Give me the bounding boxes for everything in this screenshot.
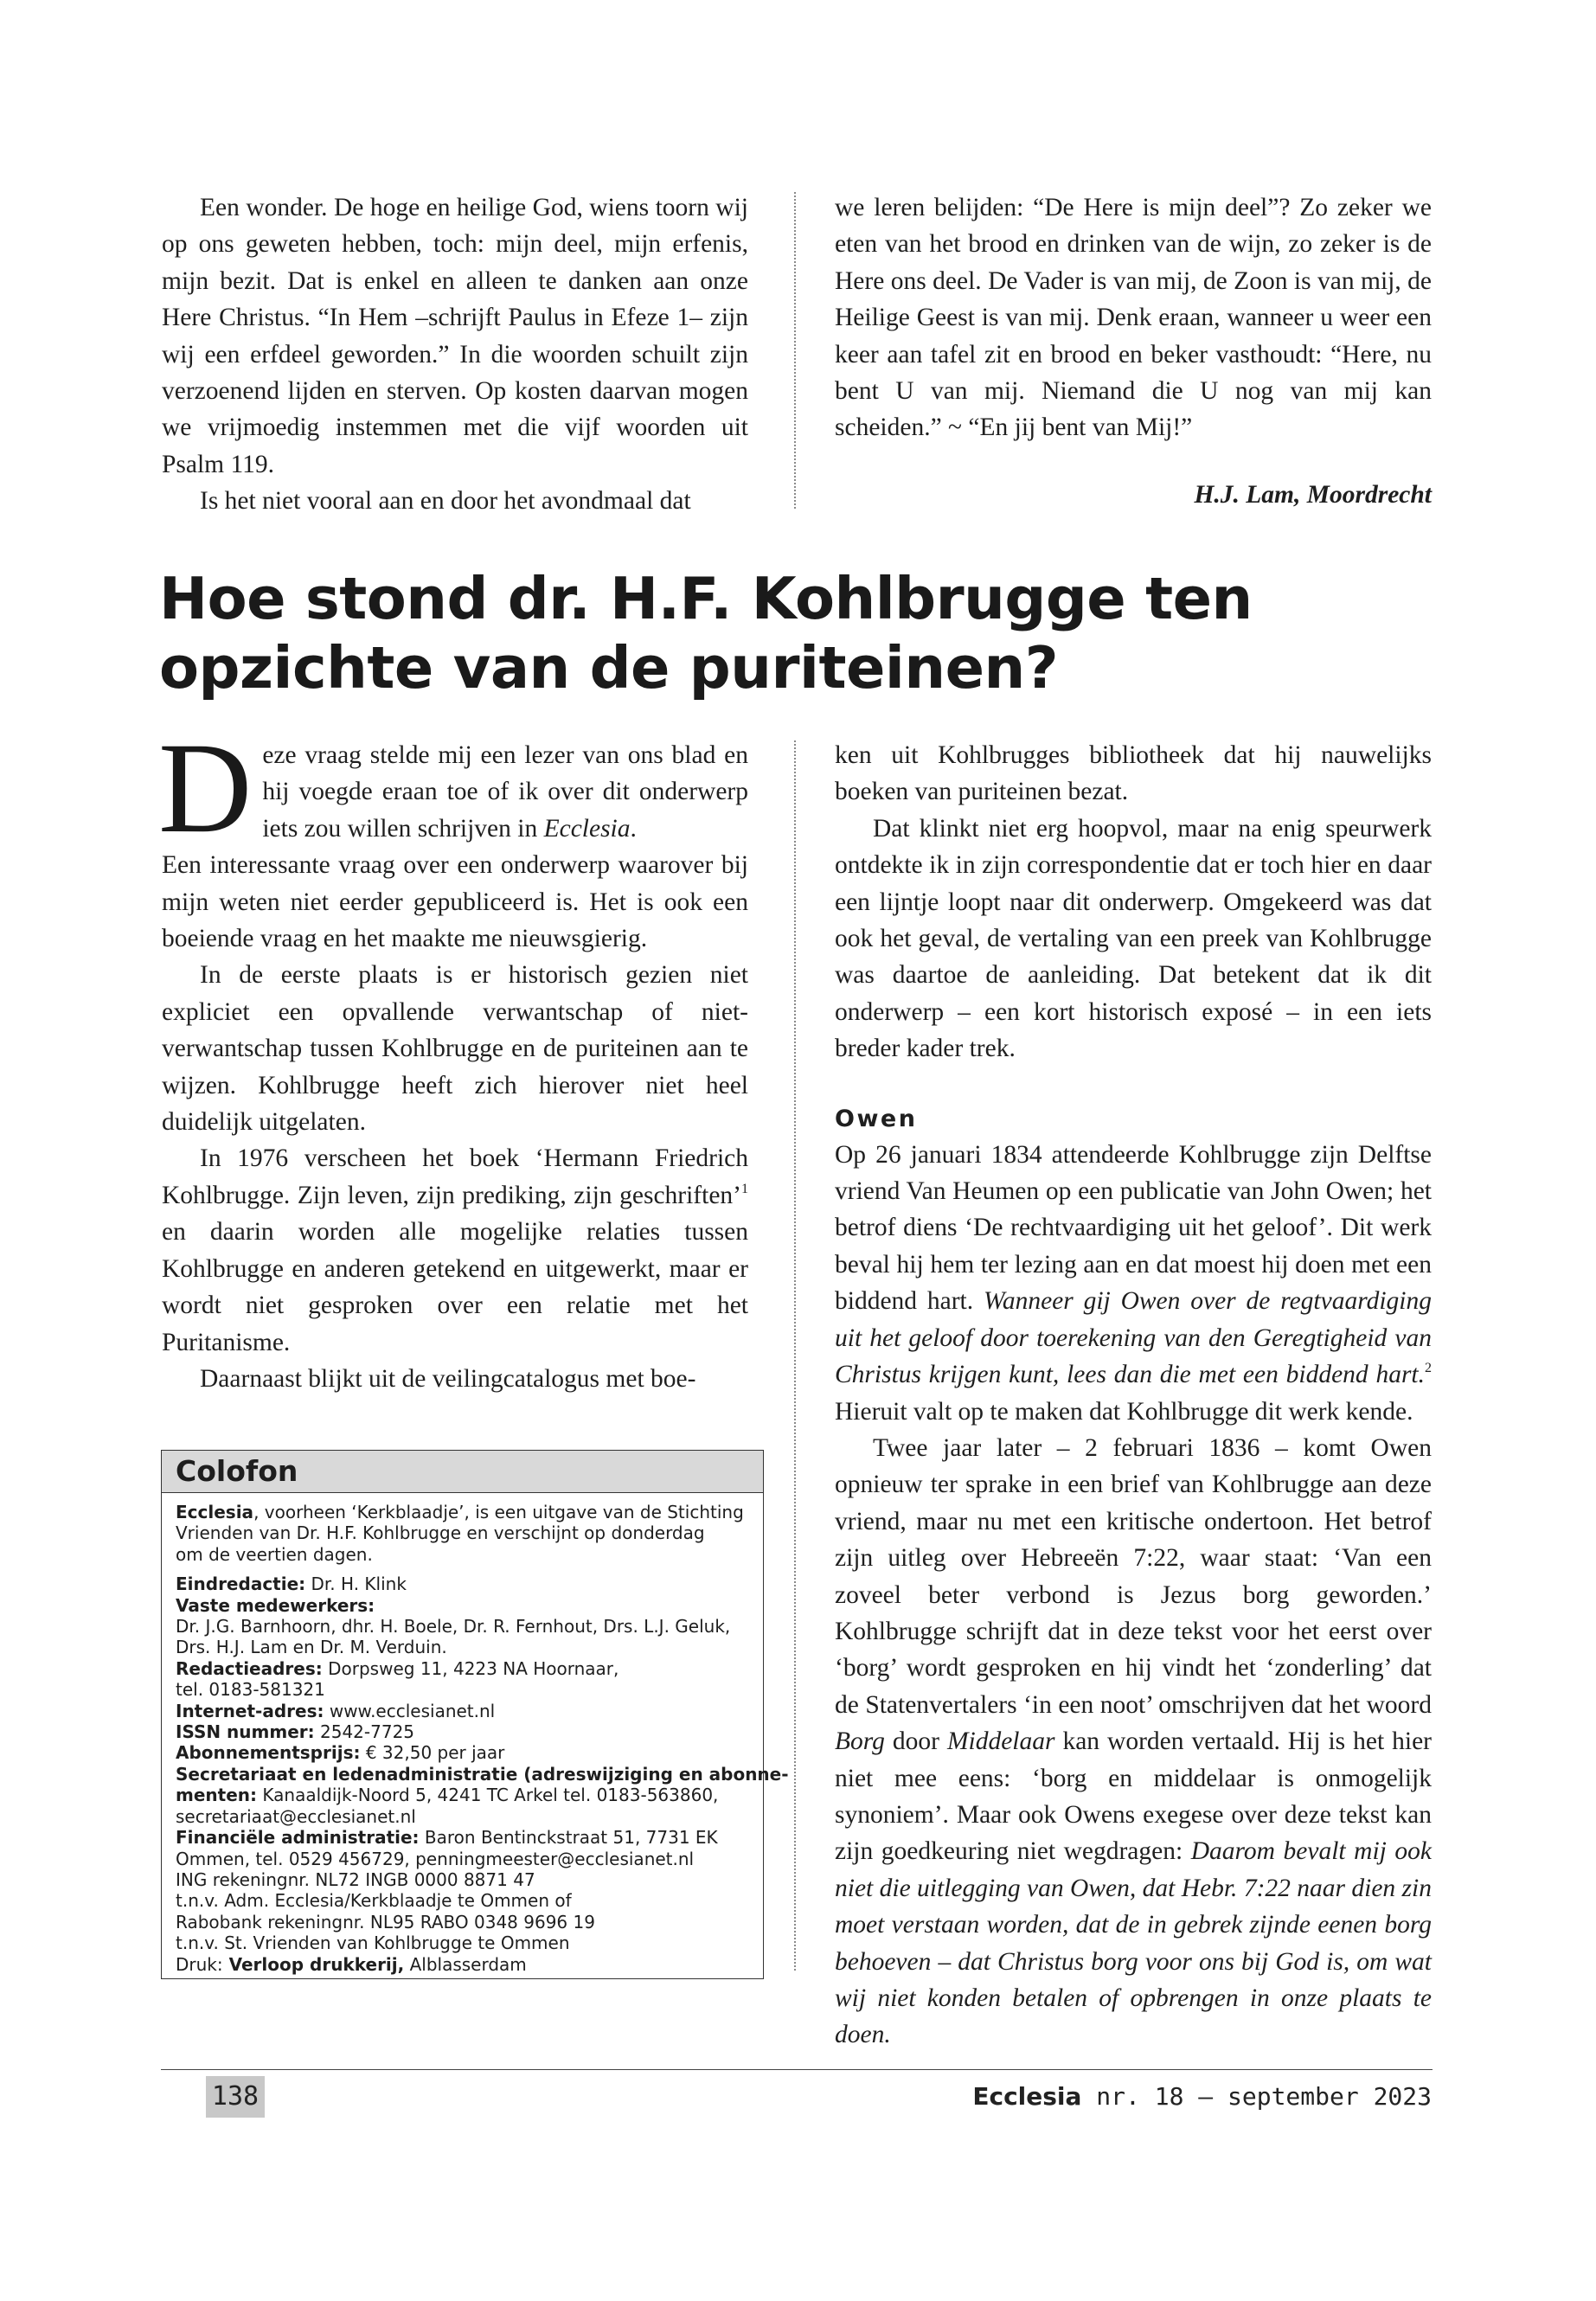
drop-cap: D (158, 716, 253, 860)
prev-article-left-column (162, 189, 748, 520)
website-link: www.ecclesianet.nl (324, 1700, 496, 1721)
paragraph: Twee jaar later – 2 februari 1836 – komt Owen opnieuw ter sprake in een brief van Kohlbrugge aan deze vriend, maar nu met een kritische ondertoon. Het betrof zijn uitleg over Hebreeën 7:22, waar staat: ‘Van een zoveel beter verbond is Jezus borg geworden.’ Kohlbrugge schrijft dat in deze tekst voor het eerst over ‘borg’ wordt gesproken en hij vindt het ‘zonderling’ dat de Statenvertalers ‘in een noot’ omschrijven dat het woord Borg door Middelaar kan worden vertaald. Hij is het hier niet mee eens: ‘borg en middelaar is onmogelijk synoniem’. Maar ook Owens exegese over deze tekst kan zijn goedkeuring niet wegdragen: Daarom bevalt mij ook niet die uitlegging van Owen, dat Hebr. 7:22 naar dien zin moet verstaan worden, dat de in gebrek zijnde eenen borg behoeven – dat Christus borg voor ons bij God is, om wat wij niet konden betalen of opbrengen in onze plaats te doen. (835, 1433, 1433, 2049)
paragraph: Een interessante vraag over een onderwerp waarover bij mijn weten niet eerder gepubliceerd is. Het is ook een boeiende vraag en het maakte me nieuwsgierig. (162, 851, 748, 953)
article-right-column (835, 737, 1432, 2054)
paragraph: Een wonder. De hoge en heilige God, wiens toorn wij op ons geweten hebben, toch: mijn deel, mijn erfenis, mijn bezit. Dat is enkel en alleen te danken aan onze Here Christus. “In Hem –schrijft Paulus in Efeze 1– zijn wij een erfdeel geworden.” In die woorden schuilt zijn verzoenend lijden en sterven. Op kosten daarvan mogen we vrijmoedig instemmen met die vijf woorden uit Psalm 119. (162, 194, 748, 478)
footnote-ref: 1 (741, 1181, 748, 1196)
running-footer (972, 2080, 1432, 2114)
publication-name: Ecclesia (972, 2082, 1082, 2111)
paragraph: ken uit Kohlbrugges bibliotheek dat hij nauwelijks boeken van puriteinen bezat. (835, 741, 1432, 806)
column-divider (794, 740, 796, 1971)
colofon-title: Colofon (162, 1451, 763, 1493)
paragraph: In 1976 verscheen het boek ‘Hermann Friedrich Kohlbrugge. Zijn leven, zijn prediking, zijn geschriften’$^1$ en daarin worden alle mogelijke relaties tussen Kohlbrugge en anderen getekend en uitgewerkt, maar er wordt niet gesproken over een relatie met het Puritanisme. (162, 1144, 748, 1356)
paragraph: we leren belijden: “De Here is mijn deel”? Zo zeker we eten van het brood en drinken van de wijn, zo zeker is de Here ons deel. De Vader is van mij, de Zoon is van mij, de Heilige Geest is van mij. Denk eraan, wanneer u weer een keer aan tafel zit en brood en beker vasthoudt: “Here, nu bent U van mij. Niemand die U nog van mij kan scheiden.” ~ “En jij bent van Mij!” (835, 194, 1432, 442)
colofon-details: Eindredactie: Dr. H. Klink Vaste medewerkers: Dr. J.G. Barnhoorn, dhr. H. Boele, Dr. R. Fernhout, Drs. L.J. Geluk, Drs. H.J. Lam en Dr. M. Verduin. Redactieadres: Dorpsweg 11, 4223 NA Hoornaar, tel. 0183-581321 Internet-adres: www.ecclesianet.nl ISSN nummer: 2542-7725 Abonnementsprijs: € 32,50 per jaar Secretariaat en ledenadministratie (adreswijziging en abonne- menten: Kanaaldijk-Noord 5, 4241 TC Arkel tel. 0183-563860, secretariaat@ecclesianet.nl Financiële administratie: Baron Bentinckstraat 51, 7731 EK Ommen, tel. 0529 456729, penningmeester@ecclesianet.nl ING rekeningnr. NL72 INGB 0000 8871 47 t.n.v. Adm. Ecclesia/Kerkblaadje te Ommen of Rabobank rekeningnr. NL95 RABO 0348 9696 19 t.n.v. St. Vrienden van Kohlbrugge te Ommen Druk: Verloop drukkerij, Alblasserdam (176, 1574, 789, 1975)
footnote-ref: 2 (1425, 1361, 1432, 1376)
paragraph: In de eerste plaats is er historisch gezien niet expliciet een opvallende verwantschap of niet-verwantschap tussen Kohlbrugge en de puriteinen aan te wijzen. Kohlbrugge heeft zich hierover niet heel duidelijk uitgelaten. (162, 961, 748, 1137)
colofon-intro: Ecclesia, voorheen ‘Kerkblaadje’, is een uitgave van de Stichting Vrienden van Dr. H.F. Kohlbrugge en verschijnt op donderdag om de veertien dagen. (176, 1502, 744, 1565)
footer-rule (161, 2069, 1433, 2070)
prev-article-right-column (835, 189, 1432, 446)
colofon-body (162, 1493, 789, 1975)
column-divider (794, 192, 796, 509)
paragraph: Is het niet vooral aan en door het avondmaal dat (200, 487, 691, 516)
page-number: 138 (206, 2076, 265, 2118)
issue-info: nr. 18 – september 2023 (1081, 2082, 1432, 2111)
paragraph: Daarnaast blijkt uit de veilingcatalogus met boe- (200, 1364, 696, 1393)
article-left-column (158, 716, 748, 1397)
colofon-box (161, 1450, 789, 1979)
paragraph: Op 26 januari 1834 attendeerde Kohlbrugge zijn Delftse vriend Van Heumen op een publicatie van John Owen; het betrof diens ‘De rechtvaardiging uit het geloof’. Dit werk beval hij hem ter lezing aan en dat moest hij doen met een biddend hart. Wanneer gij Owen over de regtvaardiging uit het geloof door toerekening van den Geregtigheid van Christus krijgen kunt, lees dan die met een biddend hart.$^2$ Hieruit valt op te maken dat Kohlbrugge dit werk kende. (835, 1140, 1432, 1426)
section-subhead: Owen (835, 1105, 918, 1132)
paragraph: Dat klinkt niet erg hoopvol, maar na enig speurwerk ontdekte ik in zijn correspondentie dat er toch hier en daar een lijntje loopt naar dit onderwerp. Omgekeerd was dat ook het geval, de vertaling van een preek van Kohlbrugge was daartoe de aanleiding. Dat betekent dat ik dit onderwerp – een kort historisch exposé – in een iets breder kader trek. (835, 814, 1432, 1063)
author-signature: H.J. Lam, Moordrecht (1194, 481, 1432, 509)
paragraph: Deze vraag stelde mij een lezer van ons blad en hij voegde eraan toe of ik over dit onderwerp iets zou willen schrijven in Ecclesia. (158, 716, 748, 860)
article-title: Hoe stond dr. H.F. Kohlbrugge ten opzichte van de puriteinen? (159, 565, 1253, 702)
